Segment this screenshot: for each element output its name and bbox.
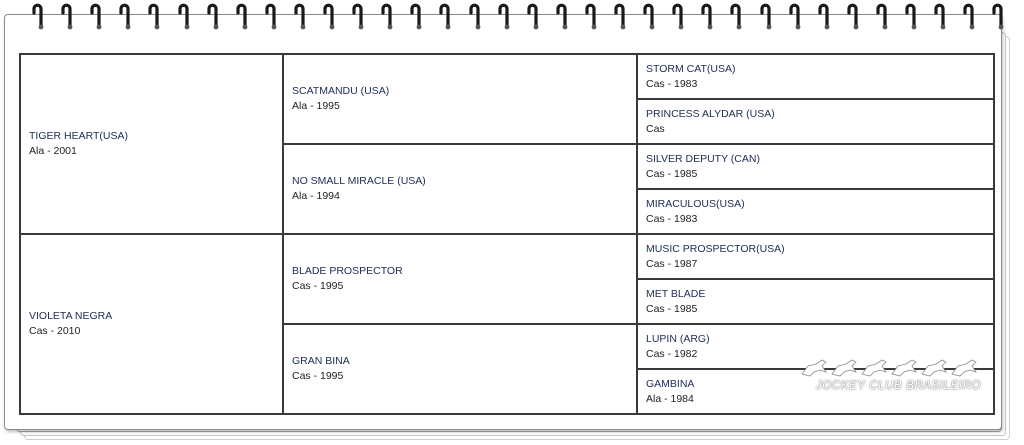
binding-ring-icon — [381, 1, 395, 31]
binding-ring-icon — [439, 1, 453, 31]
binding-ring-icon — [178, 1, 192, 31]
binding-ring-icon — [992, 1, 1006, 31]
watermark-text: JOCKEY CLUB BRASILEIRO — [816, 380, 982, 392]
paternal-granddam-detail: Ala - 1994 — [292, 190, 340, 202]
binding-ring-icon — [148, 1, 162, 31]
binding-ring-icon — [265, 1, 279, 31]
binding-ring-icon — [760, 1, 774, 31]
ancestor-cell — [637, 189, 994, 234]
ancestor-detail: Cas - 1987 — [646, 257, 698, 270]
paternal-grandsire-cell — [283, 54, 637, 144]
binding-ring-icon — [410, 1, 424, 31]
ancestor-name: MET BLADE — [646, 287, 706, 300]
pedigree-table — [19, 53, 995, 415]
maternal-grandsire-detail: Cas - 1995 — [292, 280, 344, 292]
binding-ring-icon — [847, 1, 861, 31]
ancestor-cell — [637, 144, 994, 189]
ancestor-cell — [637, 99, 994, 144]
spiral-binding — [0, 0, 1024, 34]
binding-ring-icon — [119, 1, 133, 31]
binding-ring-icon — [701, 1, 715, 31]
paternal-grandsire-name: SCATMANDU (USA) — [292, 85, 390, 97]
dam-name: VIOLETA NEGRA — [29, 310, 113, 322]
ancestor-cell — [637, 54, 994, 99]
binding-ring-icon — [61, 1, 75, 31]
ancestor-cell — [637, 369, 994, 414]
paternal-granddam-name: NO SMALL MIRACLE (USA) — [292, 175, 426, 187]
binding-ring-icon — [323, 1, 337, 31]
binding-ring-icon — [294, 1, 308, 31]
ancestor-name: LUPIN (ARG) — [646, 332, 710, 345]
binding-ring-icon — [963, 1, 977, 31]
ancestor-cell — [637, 324, 994, 369]
dam-detail: Cas - 2010 — [29, 325, 81, 337]
binding-ring-icon — [207, 1, 221, 31]
maternal-granddam-cell — [283, 324, 637, 414]
binding-ring-icon — [556, 1, 570, 31]
binding-ring-icon — [730, 1, 744, 31]
ancestor-detail: Ala - 1984 — [646, 392, 694, 405]
paternal-grandsire-detail: Ala - 1995 — [292, 100, 340, 112]
binding-ring-icon — [934, 1, 948, 31]
binding-ring-icon — [527, 1, 541, 31]
binding-ring-icon — [818, 1, 832, 31]
ancestor-detail: Cas - 1985 — [646, 167, 698, 180]
binding-ring-icon — [643, 1, 657, 31]
binding-ring-icon — [236, 1, 250, 31]
ancestor-name: STORM CAT(USA) — [646, 62, 736, 75]
ancestor-name: MUSIC PROSPECTOR(USA) — [646, 242, 785, 255]
binding-ring-icon — [352, 1, 366, 31]
ancestor-cell — [637, 234, 994, 279]
binding-ring-icon — [905, 1, 919, 31]
sire-detail: Ala - 2001 — [29, 145, 77, 157]
binding-ring-icon — [876, 1, 890, 31]
ancestor-name: MIRACULOUS(USA) — [646, 197, 745, 210]
sire-cell — [20, 54, 283, 234]
binding-ring-icon — [672, 1, 686, 31]
ancestor-name: SILVER DEPUTY (CAN) — [646, 152, 760, 165]
paternal-granddam-cell — [283, 144, 637, 234]
ancestor-detail: Cas - 1985 — [646, 302, 698, 315]
binding-ring-icon — [789, 1, 803, 31]
ancestor-detail: Cas - 1982 — [646, 347, 698, 360]
binding-ring-icon — [469, 1, 483, 31]
maternal-grandsire-cell — [283, 234, 637, 324]
ancestor-name: GAMBINA — [646, 377, 695, 390]
sire-name: TIGER HEART(USA) — [29, 130, 128, 142]
binding-ring-icon — [614, 1, 628, 31]
maternal-granddam-detail: Cas - 1995 — [292, 370, 344, 382]
ancestor-name: PRINCESS ALYDAR (USA) — [646, 107, 775, 120]
dam-cell — [20, 234, 283, 414]
ancestor-detail: Cas — [646, 122, 665, 135]
binding-ring-icon — [90, 1, 104, 31]
ancestor-detail: Cas - 1983 — [646, 212, 698, 225]
binding-ring-icon — [585, 1, 599, 31]
maternal-granddam-name: GRAN BINA — [292, 355, 350, 367]
binding-ring-icon — [32, 1, 46, 31]
ancestor-detail: Cas - 1983 — [646, 77, 698, 90]
binding-ring-icon — [498, 1, 512, 31]
maternal-grandsire-name: BLADE PROSPECTOR — [292, 265, 403, 277]
ancestor-cell — [637, 279, 994, 324]
